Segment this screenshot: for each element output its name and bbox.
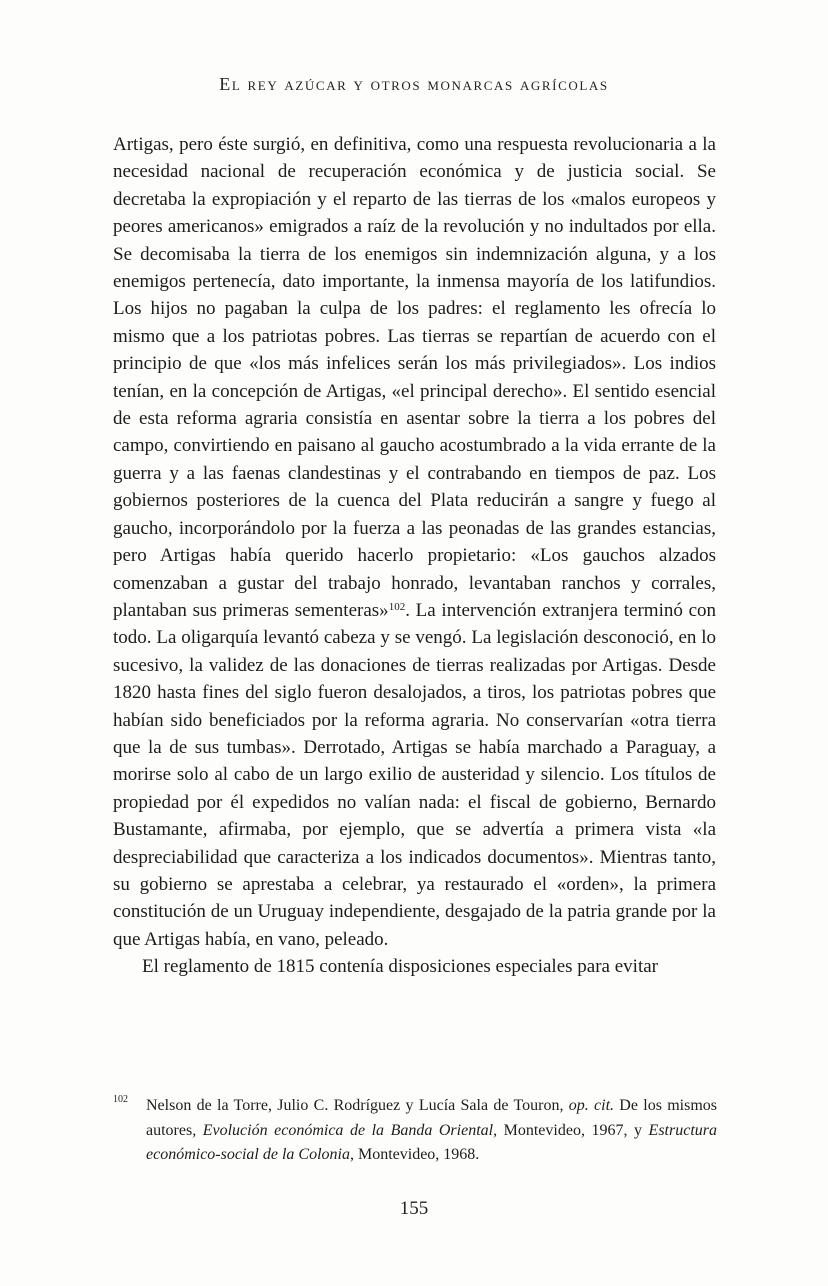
paragraph-second: El reglamento de 1815 contenía disposiciones especiales para evitar	[142, 956, 658, 978]
footnote-segment-italic: Estructura económico-social de la Colonia	[146, 1121, 717, 1163]
footnote-segment: De los mismos autores,	[146, 1097, 717, 1139]
footnote-segment: , Montevideo, 1968.	[349, 1146, 480, 1163]
paragraph-main	[113, 131, 716, 953]
footnote	[113, 1094, 717, 1168]
footnote-segment: Nelson de la Torre, Julio C. Rodríguez y Lucía Sala de Touron,	[146, 1097, 569, 1114]
running-header: El rey azúcar y otros monarcas agrícolas	[219, 74, 609, 94]
footnote-segment: , Montevideo, 1967, y	[493, 1121, 649, 1139]
footnote-reference: 102	[388, 600, 406, 613]
paragraph-text-after-note: . La intervención extranjera terminó con todo. La oligarquía levantó cabeza y se vengó. La legislación desconoció, en lo sucesivo, la validez de las donaciones de tierras realizadas por Artigas. Desde 1820 hasta fines del siglo fueron desalojados, a tiros, los patriotas pobres que habían sido beneficiados por la reforma agraria. No conservarían «otra tierra que la de sus tumbas». Derrotado, Artigas se había marchado a Paraguay, a morirse solo al cabo de un largo exilio de austeridad y silencio. Los títulos de propiedad por él expedidos no valían nada: el fiscal de gobierno, Bernardo Bustamante, afirmaba, por ejemplo, que se advertía a primera vista «la despreciabilidad que caracteriza a los indicados documentos». Mientras tanto, su gobierno se aprestaba a celebrar, ya restaurado el «orden», la primera constitución de un Uruguay independiente, desgajado de la patria grande por la que Artigas había, en vano, peleado.	[113, 599, 716, 950]
body-text	[113, 131, 716, 981]
page-number: 155	[399, 1198, 429, 1219]
footnote-segment-italic: op. cit.	[568, 1097, 615, 1114]
footnote-segment-italic: Evolución económica de la Banda Oriental	[202, 1121, 494, 1139]
footnote-marker: 102	[113, 1094, 128, 1105]
paragraph-text-before-note: Artigas, pero éste surgió, en definitiva, como una respuesta revolucionaria a la necesidad nacional de recuperación económica y de justicia social. Se decretaba la expropiación y el reparto de las tierras de los «malos europeos y peores americanos» emigrados a raíz de la revolución y no indultados por ella. Se decomisaba la tierra de los enemigos sin indemnización alguna, y a los enemigos pertenecía, dato importante, la inmensa mayoría de los latifundios. Los hijos no pagaban la culpa de los padres: el reglamento les ofrecía lo mismo que a los patriotas pobres. Las tierras se repartían de acuerdo con el principio de que «los más infelices serán los más privilegiados». Los indios tenían, en la concepción de Artigas, «el principal derecho». El sentido esencial de esta reforma agraria consistía en asentar sobre la tierra a los pobres del campo, convirtiendo en paisano al gaucho acostumbrado a la vida errante de la guerra y a las faenas clandestinas y el contrabando en tiempos de paz. Los gobiernos posteriores de la cuenca del Plata reducirán a sangre y fuego al gaucho, incorporándolo por la fuerza a las peonadas de las grandes estancias, pero Artigas había querido hacerlo propietario: «Los gauchos alzados comenzaban a gustar del trabajo honrado, levantaban ranchos y corrales, plantaban sus primeras sementeras»	[113, 134, 716, 621]
